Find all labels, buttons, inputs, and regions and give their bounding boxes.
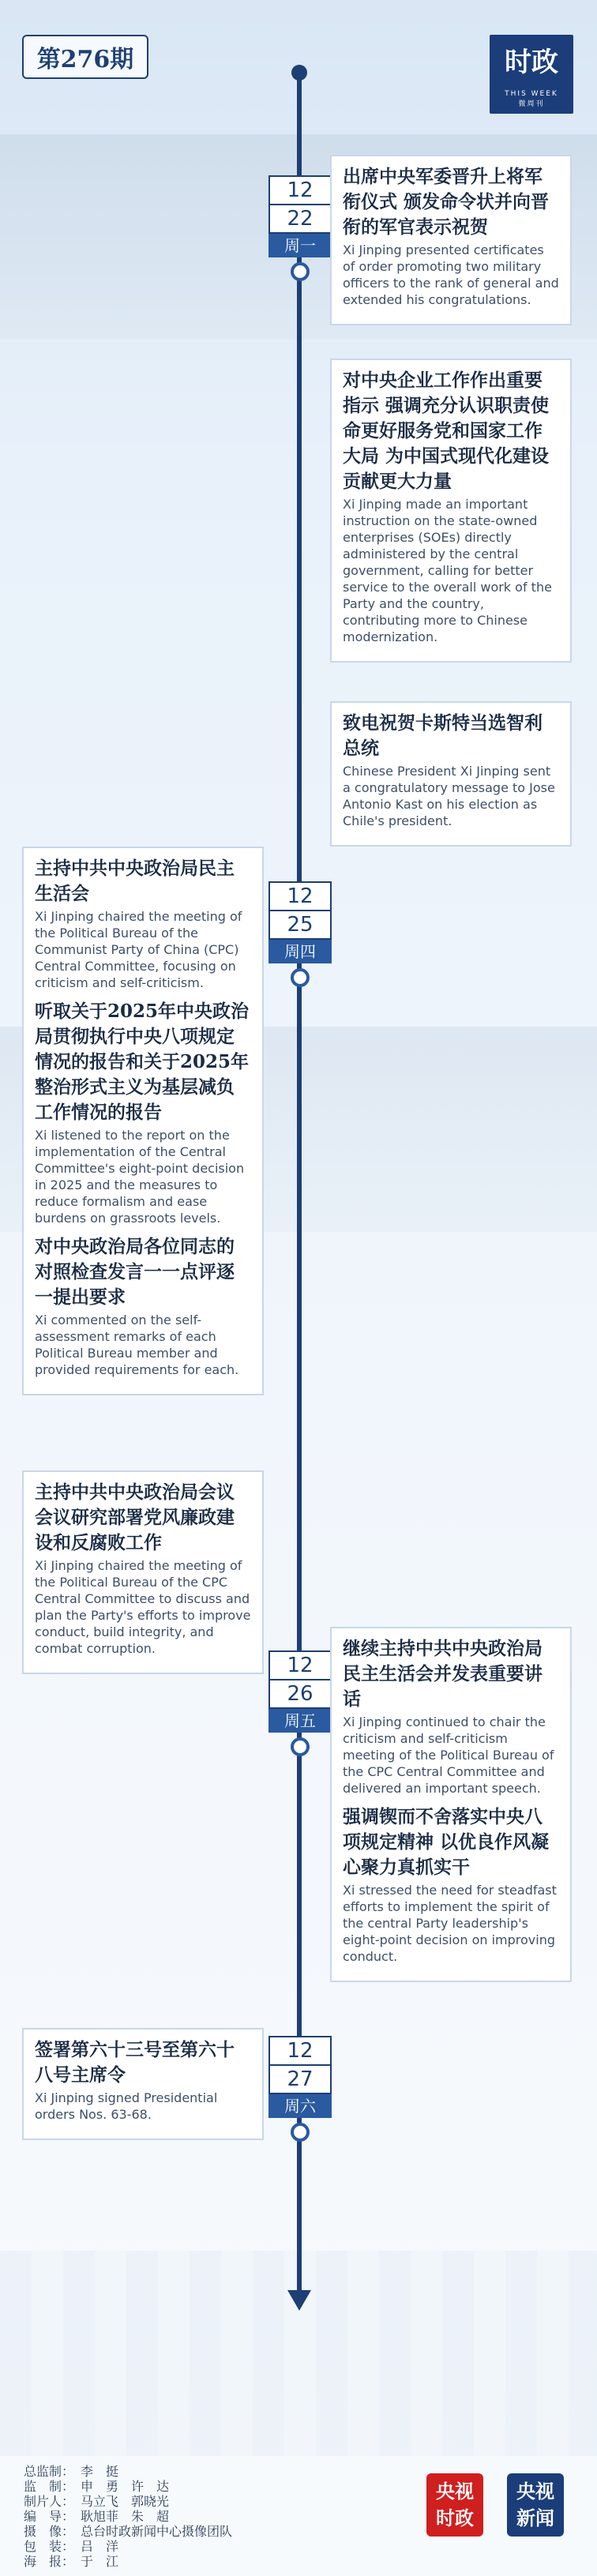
event-text-en: Xi Jinping chaired the meeting of the Political Bureau of the Communist Party of China (CPC) Central Committee, focusing on criticism and self-criticism.: [35, 909, 242, 990]
event-title-zh: 强调锲而不舍落实中央八项规定精神 以优良作风凝心聚力真抓实干: [343, 1806, 550, 1878]
brand-top: 央视: [516, 2480, 554, 2503]
credit-row: [24, 2524, 232, 2539]
event-text-en: Xi listened to the report on the implementation of the Central Committee's eight-point decision in 2025 and the measures to reduce formalism and ease burdens on grassroots levels.: [35, 1128, 245, 1226]
logo-side: 微周刊: [518, 100, 545, 108]
brand-top: 央视: [436, 2480, 474, 2503]
date-marker: [268, 881, 332, 987]
timeline-axis: [297, 69, 302, 2296]
event-title-zh: 主持中共中央政治局民主生活会: [35, 858, 235, 904]
event-text-en: Xi stressed the need for steadfast efforts to implement the spirit of the central Party leadership's eight-point decision on improving conduct.: [343, 1883, 557, 1964]
event-text-en: Xi Jinping made an important instruction on the state-owned enterprises (SOEs) directly administered by the central government, calling for better service to the overall work of the Party and the country, contributing more to Chinese modernization.: [343, 497, 552, 644]
event-card: [330, 701, 572, 847]
event-text-en: Xi Jinping continued to chair the criticism and self-criticism meeting of the Political Bureau of the CPC Central Committee and delivered an important speech.: [343, 1714, 554, 1796]
credit-value: 于 江: [81, 2554, 119, 2569]
event-text-en: Chinese President Xi Jinping sent a congratulatory message to Jose Antonio Kast on his election as Chile's president.: [343, 764, 555, 828]
credit-key: 监 制：: [24, 2479, 75, 2494]
cctv-politics-logo: [426, 2473, 483, 2537]
date-month: 12: [268, 175, 332, 205]
event-title-zh: 致电祝贺卡斯特当选智利总统: [343, 712, 543, 759]
date-weekday: 周六: [268, 2094, 332, 2118]
credit-key: 编 导：: [24, 2509, 75, 2524]
date-day: 22: [268, 205, 332, 234]
event-title-zh: 继续主持中共中央政治局民主生活会并发表重要讲话: [343, 1638, 543, 1710]
event-card: [330, 1627, 572, 1982]
credit-row: [24, 2554, 232, 2569]
date-month: 12: [268, 1650, 332, 1680]
cctv-news-logo: [507, 2473, 564, 2537]
logo-title: 时政: [505, 47, 558, 78]
credit-value: 总台时政新闻中心摄像团队: [81, 2524, 233, 2539]
event-title-zh: 对中央企业工作作出重要指示 强调充分认识职责使命更好服务党和国家工作大局 为中国式现代化建设贡献更大力量: [343, 370, 550, 492]
event-title-zh: 签署第六十三号至第六十八号主席令: [35, 2039, 235, 2086]
event-text-en: Xi Jinping presented certificates of order promoting two military officers to the rank of general and extended his congratulations.: [343, 242, 559, 307]
issue-number: 第276期: [22, 35, 148, 79]
credit-key: 包 装：: [24, 2539, 75, 2554]
credit-value: 马立飞 郭晓光: [81, 2494, 170, 2509]
program-logo: [490, 35, 573, 114]
brand-bottom: 新闻: [516, 2507, 554, 2529]
date-day: 26: [268, 1680, 332, 1709]
event-text-en: Xi Jinping chaired the meeting of the Political Bureau of the CPC Central Committee to discuss and plan the Party's efforts to improve conduct, build integrity, and combat corruption.: [35, 1558, 251, 1656]
event-text-en: Xi commented on the self-assessment remarks of each Political Bureau member and provided requirements for each.: [35, 1312, 239, 1377]
event-card: [22, 1470, 264, 1674]
credit-key: 总监制：: [24, 2464, 75, 2479]
date-dot-icon: [291, 2123, 310, 2142]
event-card: [22, 847, 264, 1395]
event-title-zh: 对中央政治局各位同志的对照检查发言一一点评逐一提出要求: [35, 1236, 235, 1308]
event-card: [330, 155, 572, 325]
brand-bottom: 时政: [436, 2507, 474, 2529]
event-title-zh: 听取关于2025年中央政治局贯彻执行中央八项规定情况的报告和关于2025年整治形式主义为基层减负工作情况的报告: [35, 1001, 250, 1123]
credit-value: 吕 洋: [81, 2539, 119, 2554]
event-title-zh: 出席中央军委晋升上将军衔仪式 颁发命令状并向晋衔的军官表示祝贺: [343, 166, 550, 238]
date-dot-icon: [291, 1737, 310, 1756]
date-month: 12: [268, 2036, 332, 2066]
credit-row: [24, 2509, 232, 2524]
credit-value: 申 勇 许 达: [81, 2479, 170, 2494]
credits: [24, 2464, 232, 2569]
credit-row: [24, 2539, 232, 2554]
date-marker: [268, 2036, 332, 2142]
credit-key: 摄 像：: [24, 2524, 75, 2539]
credit-key: 制片人：: [24, 2494, 75, 2509]
credit-row: [24, 2494, 232, 2509]
date-marker: [268, 175, 332, 281]
date-weekday: 周四: [268, 940, 332, 963]
date-day: 25: [268, 911, 332, 940]
date-month: 12: [268, 881, 332, 911]
credit-row: [24, 2464, 232, 2479]
date-weekday: 周一: [268, 234, 332, 257]
date-weekday: 周五: [268, 1709, 332, 1733]
event-title-zh: 主持中共中央政治局会议会议研究部署党风廉政建设和反腐败工作: [35, 1481, 235, 1553]
date-dot-icon: [291, 262, 310, 281]
timeline-arrow-icon: [287, 2290, 311, 2311]
credit-value: 李 挺: [81, 2464, 119, 2479]
logo-subtitle: THIS WEEK: [505, 90, 558, 98]
date-marker: [268, 1650, 332, 1756]
event-card: [22, 2028, 264, 2140]
credit-row: [24, 2479, 232, 2494]
event-text-en: Xi Jinping signed Presidential orders Nos. 63-68.: [35, 2090, 218, 2122]
date-day: 27: [268, 2066, 332, 2094]
credit-value: 耿旭菲 朱 超: [81, 2509, 170, 2524]
date-dot-icon: [291, 968, 310, 987]
event-card: [330, 359, 572, 663]
credit-key: 海 报：: [24, 2554, 75, 2569]
